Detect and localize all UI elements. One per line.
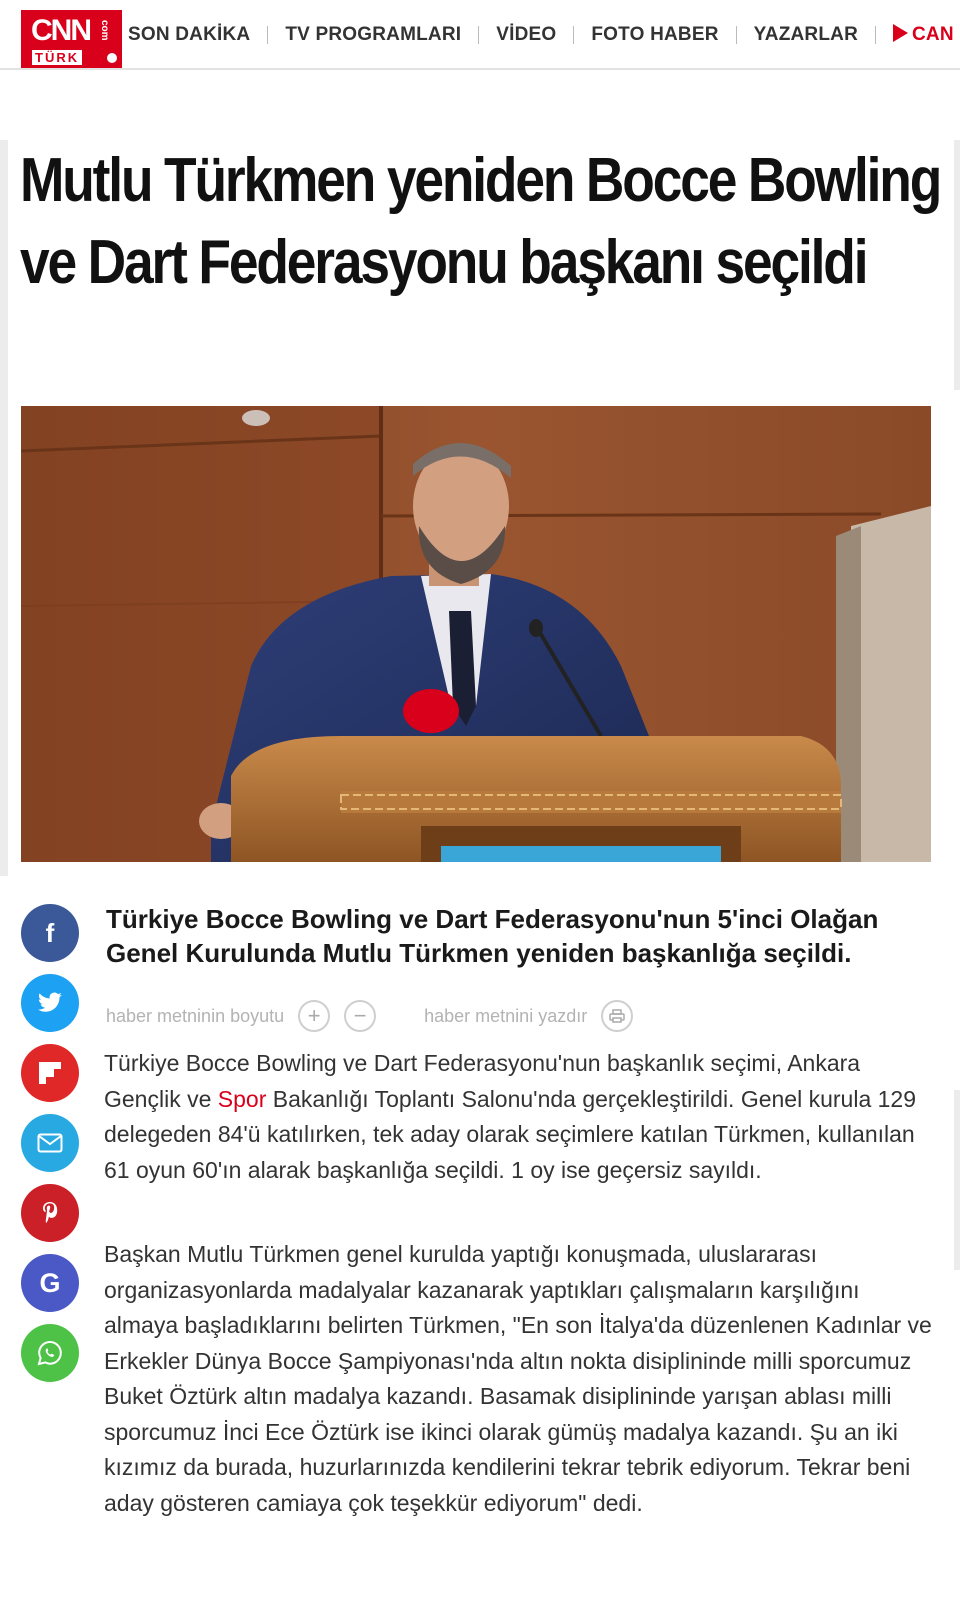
email-share-button[interactable] xyxy=(21,1114,79,1172)
spor-link[interactable]: Spor xyxy=(217,1085,267,1112)
logo-sub: TÜRK xyxy=(32,50,82,65)
print-label: haber metnini yazdır xyxy=(424,1005,588,1026)
right-page-edge xyxy=(954,1090,960,1270)
cnn-turk-logo[interactable] xyxy=(21,10,122,70)
print-button[interactable] xyxy=(601,1000,633,1032)
left-page-edge xyxy=(0,140,8,876)
flipboard-share-button[interactable] xyxy=(21,1044,79,1102)
twitter-icon xyxy=(37,992,63,1014)
twitter-share-button[interactable] xyxy=(21,974,79,1032)
font-decrease-button[interactable] xyxy=(344,1000,376,1032)
google-icon: G xyxy=(39,1267,61,1298)
nav-live-tv[interactable] xyxy=(893,24,954,46)
social-share-bar xyxy=(21,904,79,1394)
flipboard-icon xyxy=(39,1062,61,1084)
nav-divider xyxy=(267,26,268,44)
pinterest-share-button[interactable] xyxy=(21,1184,79,1242)
facebook-share-button[interactable] xyxy=(21,904,79,962)
article-hero-image xyxy=(21,406,931,862)
logo-brand: CNN xyxy=(31,14,90,47)
printer-icon xyxy=(609,1009,625,1023)
site-header xyxy=(0,0,960,70)
email-icon xyxy=(37,1133,63,1153)
article-lead: Türkiye Bocce Bowling ve Dart Federasyonu'nun 5'inci Olağan Genel Kurulunda Mutlu Türkmen yeniden başkanlığa seçildi. xyxy=(106,904,879,968)
article-tools xyxy=(106,1000,633,1032)
nav-divider xyxy=(875,26,876,44)
google-share-button[interactable] xyxy=(21,1254,79,1312)
whatsapp-icon xyxy=(37,1340,63,1366)
right-page-edge xyxy=(954,140,960,390)
paragraph-text: Türkiye Bocce Bowling ve Dart Federasyonu'nun başkanlık seçimi, Ankara Gençlik ve xyxy=(104,1050,861,1112)
whatsapp-share-button[interactable] xyxy=(21,1324,79,1382)
nav-divider xyxy=(478,26,479,44)
pinterest-icon xyxy=(41,1201,59,1225)
nav-son-dakika[interactable]: SON DAKİKA xyxy=(128,24,251,45)
font-size-label: haber metninin boyutu xyxy=(106,1005,285,1026)
font-increase-button[interactable] xyxy=(298,1000,330,1032)
speaker-photo xyxy=(21,406,931,862)
nav-foto-haber[interactable]: FOTO HABER xyxy=(591,24,719,45)
logo-dot xyxy=(107,53,117,63)
nav-live-label: CAN xyxy=(912,24,954,45)
nav-tv-programlari[interactable]: TV PROGRAMLARI xyxy=(285,24,462,45)
paragraph-text: Bakanlığı Toplantı Salonu'nda gerçekleştirildi. Genel kurula 129 delegeden 84'ü katılırken, tek aday olarak seçimlere katılan Türkmen, kullanılan 61 oyun 60'ın alarak başkanlığa seçildi. 1 oy ise geçersiz sayıldı. xyxy=(104,1085,917,1183)
nav-divider xyxy=(736,26,737,44)
main-nav xyxy=(128,24,954,46)
plus-icon: + xyxy=(307,1003,321,1028)
play-icon xyxy=(893,24,908,42)
minus-icon: − xyxy=(353,1003,367,1028)
article-title: Mutlu Türkmen yeniden Bocce Bowling ve Dart Federasyonu başkanı seçildi xyxy=(20,146,941,297)
nav-yazarlar[interactable]: YAZARLAR xyxy=(753,24,858,45)
facebook-icon: f xyxy=(45,917,55,948)
nav-video[interactable]: VİDEO xyxy=(496,24,557,45)
article-paragraph xyxy=(104,1046,940,1188)
logo-suffix: com xyxy=(99,20,110,41)
article-paragraph: Başkan Mutlu Türkmen genel kurulda yaptığı konuşmada, uluslararası organizasyonlarda madalyalar kazanarak yaptıkları çalışmaların karşılığını almaya başladıklarını belirten Türkmen, "En son İtalya'da düzenlenen Kadınlar ve Erkekler Dünya Bocce Şampiyonası'nda altın nokta disiplininde milli sporcumuz Buket Öztürk altın madalya kazandı. Basamak disiplininde yarışan ablası milli sporcumuz İnci Ece Öztürk ise ikinci olarak gümüş madalya kazandı. Şu an iki kızımız da burada, huzurlarınızda kendilerini tekrar tebrik ediyorum. Tekrar beni aday gösteren camiaya çok teşekkür ediyorum" dedi. xyxy=(104,1241,932,1516)
nav-divider xyxy=(573,26,574,44)
